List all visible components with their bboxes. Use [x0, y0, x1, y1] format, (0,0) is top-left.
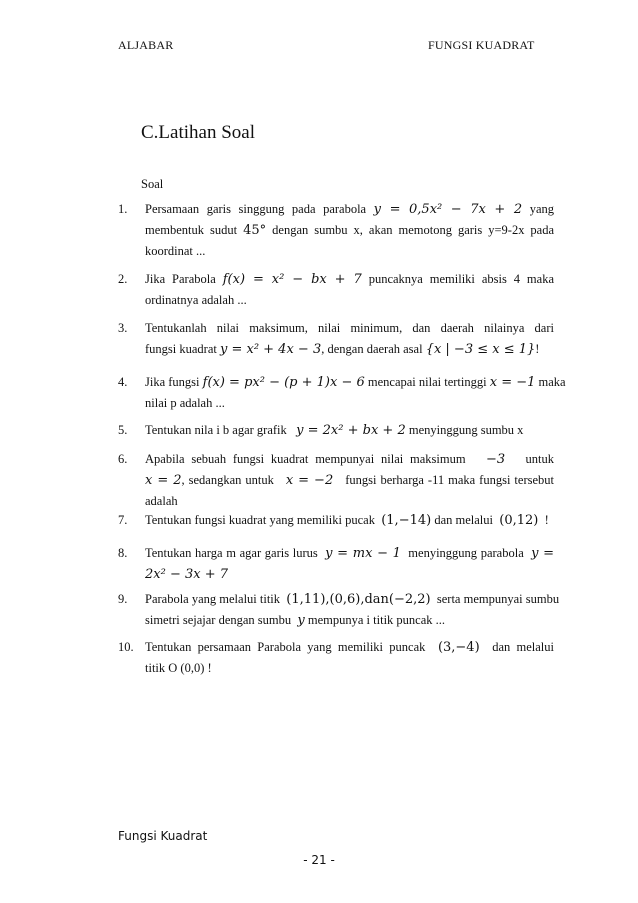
question-number: 9.	[118, 592, 128, 606]
q6-text-a: Apabila sebuah fungsi kuadrat mempunyai nilai maksimum	[145, 452, 466, 466]
q7-text-c: !	[544, 513, 549, 527]
question-5	[118, 420, 554, 441]
header-left: ALJABAR	[118, 38, 174, 52]
q4-equation: f(x) = px² − (p + 1)x − 6	[202, 375, 365, 390]
q3-text-b: fungsi kuadrat	[145, 342, 217, 356]
question-number: 1.	[118, 202, 128, 216]
q3-equation: y = x² + 4x − 3	[219, 342, 322, 357]
q8-text-a: Tentukan harga m agar garis lurus	[145, 546, 318, 560]
q4-text-c: maka	[538, 375, 566, 389]
q10-vertex: (3,−4)	[437, 640, 480, 655]
question-number: 7.	[118, 513, 128, 527]
q2-text-b: puncaknya memiliki absis 4 maka	[368, 272, 555, 286]
question-2	[118, 269, 554, 311]
q2-equation: f(x) = x² − bx + 7	[222, 272, 362, 287]
question-1	[118, 199, 554, 262]
page-number: - 21 -	[303, 853, 335, 867]
q9-text-b: serta mempunyai sumbu	[436, 592, 560, 606]
q8-text-b: menyinggung parabola	[408, 546, 524, 560]
question-number: 10.	[118, 640, 134, 654]
q10-text-a: Tentukan persamaan Parabola yang memiliki puncak	[145, 640, 426, 654]
q7-vertex: (1,−14)	[381, 513, 432, 528]
q6-text-e: adalah	[145, 494, 178, 508]
q1-equation: y = 0,5x² − 7x + 2	[373, 202, 523, 217]
header-right: FUNGSI KUADRAT	[428, 38, 535, 52]
q9-text-a: Parabola yang melalui titik	[145, 592, 281, 606]
question-7	[118, 510, 554, 531]
q9-text-c: simetri sejajar dengan sumbu	[145, 613, 292, 627]
q6-text-d: fungsi berharga -11 maka fungsi tersebut	[345, 473, 554, 487]
q6-x-value-1: x = 2	[145, 473, 182, 488]
q6-max-value: −3	[485, 452, 506, 467]
question-4	[118, 372, 566, 414]
q1-text-d: dengan sumbu x, akan memotong garis y=9-2x pada	[272, 223, 555, 237]
q7-point: (0,12)	[499, 513, 539, 528]
section-title: C.Latihan Soal	[141, 122, 255, 143]
question-6	[118, 449, 554, 512]
q1-text-e: koordinat ...	[145, 244, 206, 258]
q5-equation: y = 2x² + bx + 2	[296, 423, 406, 438]
q3-text-c: , dengan daerah asal	[321, 342, 423, 356]
q8-line-equation: y = mx − 1	[325, 546, 401, 561]
q9-text-d: mempunya i titik puncak ...	[307, 613, 446, 627]
q10-text-b: dan melalui	[492, 640, 555, 654]
q2-text-a: Jika Parabola	[145, 272, 216, 286]
question-number: 2.	[118, 272, 128, 286]
q1-angle: 45°	[243, 223, 267, 238]
q9-axis: y	[297, 613, 305, 628]
q8-parabola: 2x² − 3x + 7	[145, 567, 229, 582]
soal-label: Soal	[141, 177, 164, 191]
q10-text-c: titik O (0,0) !	[145, 661, 212, 675]
q1-text-b: yang	[529, 202, 555, 216]
q7-text-b: dan melalui	[434, 513, 493, 527]
question-3	[118, 318, 554, 360]
q6-text-b: untuk	[525, 452, 555, 466]
question-number: 8.	[118, 546, 128, 560]
q3-domain: {x | −3 ≤ x ≤ 1}	[425, 342, 536, 357]
q4-x-value: x = −1	[489, 375, 536, 390]
q7-text-a: Tentukan fungsi kuadrat yang memiliki pucak	[145, 513, 375, 527]
q4-text-b: mencapai nilai tertinggi	[367, 375, 487, 389]
footer-title: Fungsi Kuadrat	[118, 829, 208, 843]
q3-text-a: Tentukanlah nilai maksimum, nilai minimum, dan daerah nilainya dari	[145, 321, 554, 335]
question-number: 6.	[118, 452, 128, 466]
q1-text-c: membentuk sudut	[145, 223, 238, 237]
q6-x-value-2: x = −2	[285, 473, 334, 488]
q8-y-equals: y =	[531, 546, 555, 561]
question-8	[118, 543, 554, 585]
q5-text-b: menyinggung sumbu x	[408, 423, 524, 437]
question-number: 3.	[118, 321, 128, 335]
q9-points: (1,11),(0,6),dan(−2,2)	[286, 592, 431, 607]
q6-text-c: , sedangkan untuk	[181, 473, 274, 487]
q4-text-d: nilai p adalah ...	[145, 396, 225, 410]
question-10	[118, 637, 554, 679]
question-number: 4.	[118, 375, 128, 389]
q3-text-d: !	[535, 342, 540, 356]
question-9	[118, 589, 560, 631]
q2-text-c: ordinatnya adalah ...	[145, 293, 247, 307]
q1-text-a: Persamaan garis singgung pada parabola	[145, 202, 367, 216]
question-number: 5.	[118, 423, 128, 437]
q5-text-a: Tentukan nila i b agar grafik	[145, 423, 287, 437]
q4-text-a: Jika fungsi	[145, 375, 200, 389]
